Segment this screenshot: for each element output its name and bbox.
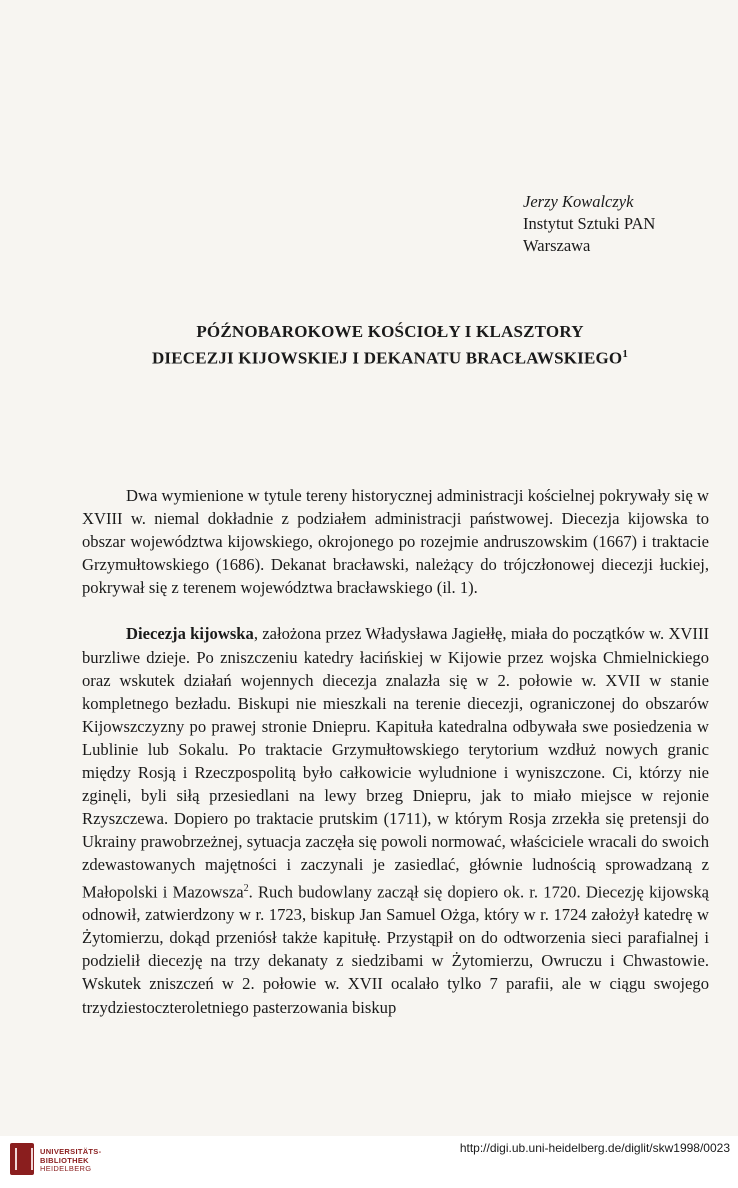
author-institution: Instytut Sztuki PAN bbox=[523, 214, 656, 233]
author-name: Jerzy Kowalczyk bbox=[523, 192, 634, 211]
logo-line-1: UNIVERSITÄTS- bbox=[40, 1147, 102, 1156]
title-line-1: PÓŹNOBAROKOWE KOŚCIOŁY I KLASZTORY bbox=[196, 322, 584, 341]
title-footnote-mark: 1 bbox=[622, 348, 629, 360]
paragraph-2-part-1: , założona przez Władysława Jagiełłę, miała do początków w. XVIII burzliwe dzieje. Po zniszczeniu katedry łacińskiej w Kijowie przez wojska Chmielnickiego oraz wskutek działań wojennych diecezja znalazła się w 2. połowie w. XVII w stanie kompletnego bezładu. Biskupi nie mieszkali na terenie diecezji, ograniczonej do obszarów Kijowszczyzny po prawej stronie Dniepru. Kapituła katedralna odbywała swe posiedzenia w Lublinie lub Sokalu. Po traktacie Grzymułtowskiego terytorium wzdłuż nowych granic między Rosją i Rzeczpospolitą było całkowicie wyludnione i wyniszczone. Ci, którzy nie zginęli, byli siłą przesiedlani na lewy brzeg Dniepru, jak to miało miejsce w rejonie Rzyszczewa. Dopiero po traktacie prutskim (1711), w którym Rosja zrzekła się pretensji do Ukrainy prawobrzeżnej, sytuacja zaczęła się powoli normować, właściciele wracali do swoich zdewastowanych majętności i zaczynali je zasiedlać, głównie ludnością sprowadzaną z Małopolski i Mazowsza bbox=[82, 624, 709, 902]
paragraph-2 bbox=[82, 622, 709, 1018]
footnote-mark-2: 2 bbox=[243, 882, 249, 894]
title-line-2 bbox=[80, 343, 700, 370]
paragraph-2-lead: Diecezja kijowska bbox=[126, 624, 254, 644]
title-line-2-text: DIECEZJI KIJOWSKIEJ I DEKANATU BRACŁAWSKIEGO bbox=[151, 348, 623, 368]
permalink-url[interactable]: http://digi.ub.uni-heidelberg.de/diglit/skw1998/0023 bbox=[459, 1141, 730, 1155]
library-logo-icon[interactable] bbox=[10, 1143, 34, 1175]
logo-line-3: HEIDELBERG bbox=[40, 1164, 92, 1173]
article-title bbox=[80, 320, 700, 370]
logo-line-2: BIBLIOTHEK bbox=[40, 1155, 89, 1165]
library-logo-text[interactable] bbox=[40, 1148, 101, 1174]
author-block bbox=[523, 191, 655, 257]
bleed-through-header bbox=[100, 54, 710, 74]
paragraph-2-part-2: . Ruch budowlany zaczął się dopiero ok. r. 1720. Diecezję kijowską odnowił, zatwierdzony w r. 1723, biskup Jan Samuel Ożga, który w r. 1724 założył katedrę w Żytomierzu, dokąd przeniósł także kapitułę. Przystąpił on do odtworzenia sieci parafialnej i podzielił diecezję na trzy dekanaty z siedzibami w Żytomierzu, Owruczu i Chwastowie. Wskutek zniszczeń w 2. połowie w. XVII ocalało tylko 7 parafii, ale w ciągu swojego trzydziestoczteroletniego pasterzowania biskup bbox=[82, 882, 709, 1017]
author-city: Warszawa bbox=[523, 236, 591, 255]
article-body bbox=[82, 484, 709, 1019]
paragraph-1: Dwa wymienione w tytule tereny historycznej administracji kościelnej pokrywały się w XVIII w. niemal dokładnie z podziałem administracji państwowej. Diecezja kijowska to obszar województwa kijowskiego, okrojonego po rozejmie andruszowskim (1667) i traktacie Grzymułtowskiego (1686). Dekanat bracławski, należący do trójczłonowej diecezji łuckiej, pokrywał się z terenem województwa bracławskiego (il. 1). bbox=[82, 486, 709, 598]
